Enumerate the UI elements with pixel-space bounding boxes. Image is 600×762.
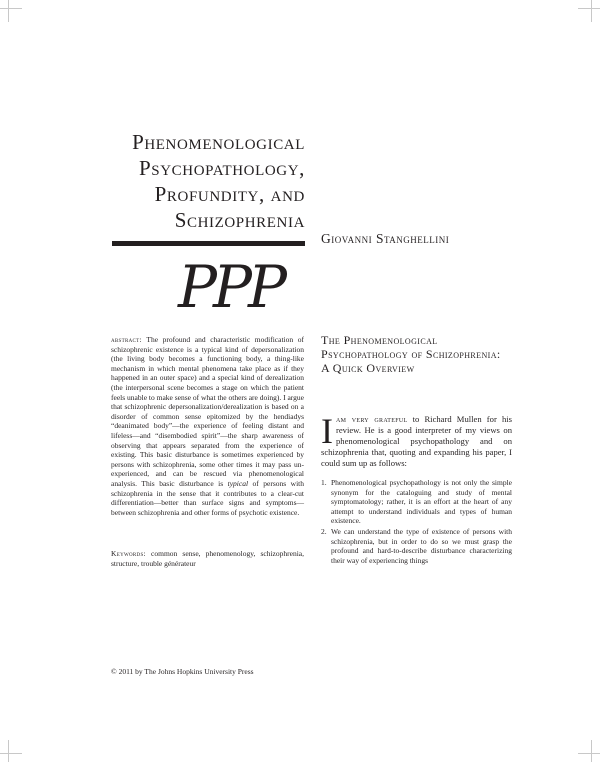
- abstract-label: abstract:: [111, 335, 142, 344]
- keywords-text: common sense, phenomenology, schizophrenia, structure, trouble générateur: [111, 549, 304, 568]
- intro-paragraph: [321, 411, 512, 469]
- abstract-text-end: of persons with schizophrenia in the sense that it contributes to a clear-cut differentiation—better than surface signs and symptoms—between schizophrenia and other forms of psychotic existence.: [111, 478, 305, 517]
- crop-mark: [578, 753, 600, 754]
- list-item-text: Phenomenological psychopathology is not only the simple synonym for the cataloguing and study of mental symptomatology; rather, it is an effort at the heart of any attempt to understand individuals and types of human existence.: [331, 478, 512, 526]
- section-heading: The Phenomenological Psychopathology of Schizophrenia: A Quick Overview: [321, 333, 501, 375]
- crop-mark: [0, 8, 22, 9]
- list-item: [321, 527, 512, 565]
- crop-mark: [591, 0, 592, 22]
- title-rule: [112, 241, 305, 246]
- copyright-notice: © 2011 by The Johns Hopkins University Press: [111, 667, 254, 676]
- crop-mark: [591, 740, 592, 762]
- title-line: Schizophrenia: [174, 208, 305, 232]
- list-item-number: 1.: [321, 478, 327, 487]
- abstract: [111, 335, 304, 517]
- crop-mark: [8, 740, 9, 762]
- ppp-ornament: PPP: [178, 253, 284, 321]
- title-line: Psychopathology,: [139, 156, 305, 180]
- keywords-label: Keywords:: [111, 549, 146, 558]
- author-name: Giovanni Stanghellini: [321, 231, 450, 246]
- abstract-text: The profound and characteristic modification of schizophrenic existence is a typical kind of depersonalization (the living body becomes a functioning body, a thing-like mechanism in which mental phenomena take place as if they happened in an outer space) and a special kind of derealization (the interpersonal scene becomes a stage on which the patient feels unable to make sense of what the others are doing). I argue that schizophrenic depersonalization/derealization is based on a disorder of common sense epitomized by the hendiadys “deanimated body”—the experience of feeling distant and lifeless—and “disembodied spirit”—the sharp awareness of observing that appears separated from the experience of existing. This basic disturbance is sometimes experienced by persons with schizophrenia, some other times it may pass un-experienced, and can be rescued via phenomenological analysis. This basic disturbance is: [111, 335, 304, 488]
- title-line: Profundity, and: [154, 182, 305, 206]
- numbered-list: [321, 478, 512, 566]
- list-item-text: We can understand the type of existence of persons with schizophrenia, but in order to do so we must grasp the profound and hard-to-describe disturbance characterizing their way of experiencing things: [331, 526, 512, 565]
- article-title: [0, 129, 305, 233]
- intro-text: to Richard Mullen for his review. He is a good interpreter of my views on phenomenological psychopathology and on schizophrenia that, quoting and expanding his paper, I could sum up as follows:: [321, 414, 512, 468]
- list-item: [321, 478, 512, 526]
- title-line: Phenomenological: [132, 130, 305, 154]
- keywords: [111, 549, 304, 568]
- intro-lead: am very grateful: [336, 414, 408, 424]
- crop-mark: [578, 8, 600, 9]
- crop-mark: [0, 753, 22, 754]
- crop-mark: [8, 0, 9, 22]
- list-item-number: 2.: [321, 526, 327, 536]
- abstract-emphasis: typical: [227, 478, 249, 488]
- drop-cap: I: [321, 411, 333, 451]
